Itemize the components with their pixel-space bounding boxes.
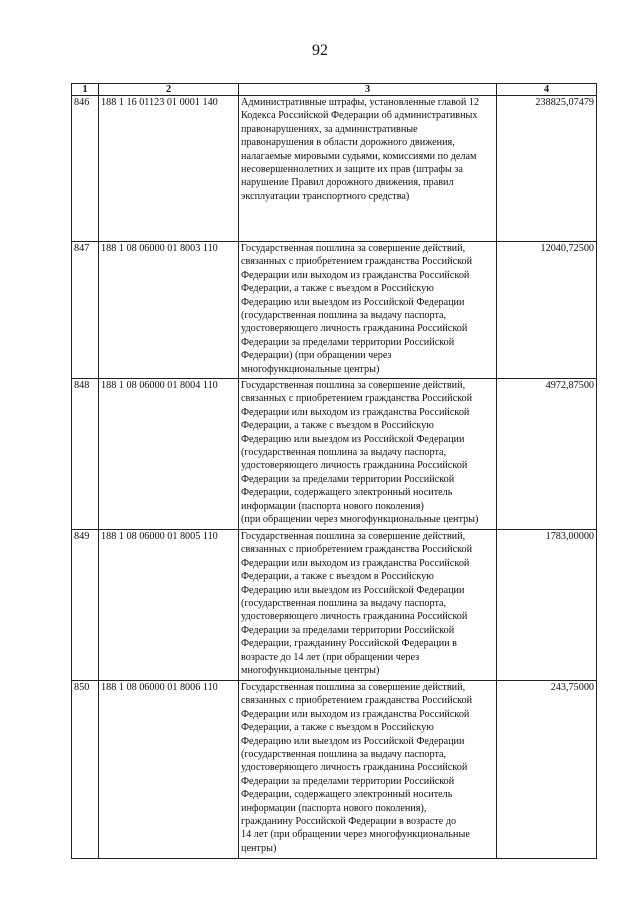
- amount-value: 243,75000: [497, 681, 597, 859]
- revenue-description: [239, 379, 497, 530]
- row-number: 850: [72, 681, 99, 859]
- budget-classification-code: 188 1 16 01123 01 0001 140: [99, 96, 239, 242]
- description-line: Федерации или выходом из гражданства Российской: [241, 406, 470, 418]
- description-line: несовершеннолетних и защите их прав (штрафы за: [241, 164, 463, 176]
- row-number: 846: [72, 96, 99, 242]
- description-line: удостоверяющего личность гражданина Российской: [241, 762, 468, 774]
- description-line: связанных с приобретением гражданства Российской: [241, 544, 473, 556]
- header-col-2: 2: [99, 84, 239, 96]
- description-line: Административные штрафы, установленные главой 12: [241, 97, 480, 108]
- description-line: Федерации или выходом из гражданства Российской: [241, 708, 470, 720]
- description-line: Федерацию или выездом из Российской Федерации: [241, 584, 465, 596]
- budget-classification-code: 188 1 08 06000 01 8003 110: [99, 242, 239, 379]
- description-line: (государственная пошлина за выдачу паспорта,: [241, 310, 447, 322]
- description-line: (государственная пошлина за выдачу паспорта,: [241, 598, 447, 610]
- description-line: информации (паспорта нового поколения): [241, 500, 424, 512]
- description-line: Государственная пошлина за совершение действий,: [241, 243, 466, 254]
- description-line: Федерации, содержащего электронный носитель: [241, 789, 453, 801]
- description-line: возрасте до 14 лет (при обращении через: [241, 651, 420, 663]
- description-line: Федерации, а также с въездом в Российскую: [241, 283, 434, 295]
- table-row: [72, 242, 597, 379]
- description-line: удостоверяющего личность гражданина Российской: [241, 323, 468, 335]
- table-row: [72, 681, 597, 859]
- amount-value: 1783,00000: [497, 530, 597, 681]
- row-number: 848: [72, 379, 99, 530]
- description-line: Федерации, гражданину Российской Федерации в: [241, 638, 457, 650]
- description-line: нарушение Правил дорожного движения, правил: [241, 177, 454, 189]
- description-line: удостоверяющего личность гражданина Российской: [241, 611, 468, 623]
- description-line: Федерацию или выездом из Российской Федерации: [241, 433, 465, 445]
- description-line: Федерации, а также с въездом в Российскую: [241, 571, 434, 583]
- budget-classification-code: 188 1 08 06000 01 8005 110: [99, 530, 239, 681]
- amount-value: 238825,07479: [497, 96, 597, 242]
- description-line: Федерации, содержащего электронный носитель: [241, 487, 453, 499]
- description-line: Федерацию или выездом из Российской Федерации: [241, 296, 465, 308]
- description-line: (государственная пошлина за выдачу паспорта,: [241, 447, 447, 459]
- description-line: Федерации или выходом из гражданства Российской: [241, 557, 470, 569]
- table-row: [72, 530, 597, 681]
- header-col-1: 1: [72, 84, 99, 96]
- description-line: Государственная пошлина за совершение действий,: [241, 380, 466, 391]
- description-line: Кодекса Российской Федерации об административных: [241, 110, 478, 122]
- description-line: Федерации за пределами территории Российской: [241, 336, 455, 348]
- revenue-description: [239, 242, 497, 379]
- header-col-3: 3: [239, 84, 497, 96]
- amount-value: 4972,87500: [497, 379, 597, 530]
- description-line: гражданину Российской Федерации в возрасте до: [241, 816, 457, 828]
- description-line: Государственная пошлина за совершение действий,: [241, 531, 466, 542]
- description-line: многофункциональные центры): [241, 665, 380, 677]
- description-line: информации (паспорта нового поколения),: [241, 802, 427, 814]
- revenue-description: [239, 96, 497, 242]
- row-number: 847: [72, 242, 99, 379]
- header-col-4: 4: [497, 84, 597, 96]
- budget-table: [71, 83, 597, 859]
- description-line: эксплуатации транспортного средства): [241, 190, 410, 202]
- description-line: многофункциональные центры): [241, 363, 380, 375]
- description-line: правонарушения в области дорожного движения,: [241, 137, 455, 149]
- description-line: связанных с приобретением гражданства Российской: [241, 393, 473, 405]
- description-line: Федерации) (при обращении через: [241, 350, 392, 362]
- budget-classification-code: 188 1 08 06000 01 8004 110: [99, 379, 239, 530]
- row-number: 849: [72, 530, 99, 681]
- description-line: налагаемые мировыми судьями, комиссиями по делам: [241, 150, 477, 162]
- budget-classification-code: 188 1 08 06000 01 8006 110: [99, 681, 239, 859]
- description-line: Федерации, а также с въездом в Российскую: [241, 420, 434, 432]
- amount-value: 12040,72500: [497, 242, 597, 379]
- revenue-description: [239, 530, 497, 681]
- description-line: центры): [241, 842, 277, 854]
- description-line: Федерации за пределами территории Российской: [241, 473, 455, 485]
- description-line: Федерации или выходом из гражданства Российской: [241, 269, 470, 281]
- description-line: 14 лет (при обращении через многофункциональные: [241, 829, 470, 841]
- description-line: Федерацию или выездом из Российской Федерации: [241, 735, 465, 747]
- description-line: связанных с приобретением гражданства Российской: [241, 256, 473, 268]
- table-row: [72, 96, 597, 242]
- description-line: (государственная пошлина за выдачу паспорта,: [241, 749, 447, 761]
- description-line: Федерации за пределами территории Российской: [241, 624, 455, 636]
- description-line: Федерации за пределами территории Российской: [241, 775, 455, 787]
- description-line: связанных с приобретением гражданства Российской: [241, 695, 473, 707]
- page-number: 92: [312, 42, 328, 59]
- table-row: [72, 379, 597, 530]
- description-line: Федерации, а также с въездом в Российскую: [241, 722, 434, 734]
- description-line: правонарушениях, за административные: [241, 123, 418, 135]
- revenue-description: [239, 681, 497, 859]
- table-header-row: [72, 84, 597, 96]
- description-line: Государственная пошлина за совершение действий,: [241, 682, 466, 693]
- description-line: (при обращении через многофункциональные центры): [241, 514, 479, 526]
- description-line: удостоверяющего личность гражданина Российской: [241, 460, 468, 472]
